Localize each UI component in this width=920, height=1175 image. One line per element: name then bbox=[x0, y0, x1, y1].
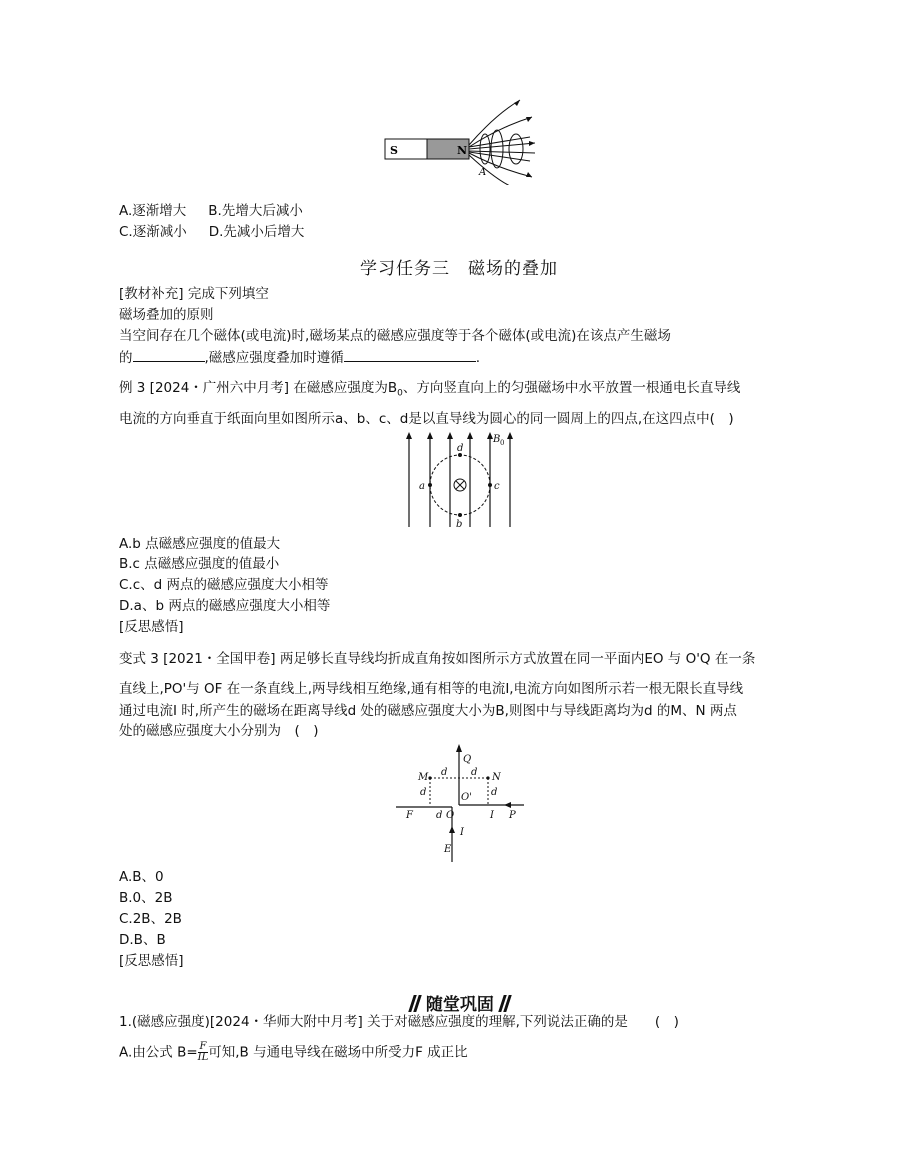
prev-option-b[interactable]: B.先增大后减小 bbox=[208, 203, 303, 219]
label-e: E bbox=[444, 844, 452, 855]
label-p: P bbox=[509, 810, 516, 821]
principle-text-cont: 的 ,磁感应强度叠加时遵循 . bbox=[119, 347, 480, 368]
point-b-label: b bbox=[456, 519, 463, 530]
variant3-option-c[interactable]: C.2B、2B bbox=[119, 911, 182, 927]
principle-heading: 磁场叠加的原则 bbox=[119, 307, 214, 323]
example3-option-c[interactable]: C.c、d 两点的磁感应强度大小相等 bbox=[119, 577, 329, 593]
fill-blank-2[interactable] bbox=[344, 347, 476, 362]
label-f: F bbox=[406, 810, 413, 821]
example3-option-a[interactable]: A.b 点磁感应强度的值最大 bbox=[119, 536, 281, 552]
variant3-reflect: [反思感悟] bbox=[119, 953, 184, 969]
magnet-s-label: S bbox=[390, 144, 398, 157]
fill-blank-1[interactable] bbox=[133, 347, 205, 362]
prev-option-d[interactable]: D.先减小后增大 bbox=[208, 224, 305, 240]
example3-line1: 例 3 [2024・广州六中月考] 在磁感应强度为$B_0$、方向竖直向上的匀强磁场中水平放置一根通电长直导线 bbox=[119, 380, 741, 399]
label-i-down: I bbox=[460, 827, 464, 838]
point-d-label: d bbox=[457, 443, 464, 454]
formula-fraction: $\frac{F}{IL}$ bbox=[197, 1041, 209, 1063]
svg-text:0: 0 bbox=[500, 439, 505, 447]
prev-options-row2 bbox=[119, 222, 304, 242]
svg-text:d: d bbox=[420, 787, 427, 798]
magnet-n-label: N bbox=[457, 144, 468, 157]
prev-options-row1 bbox=[119, 201, 303, 221]
label-i-right: I bbox=[490, 810, 494, 821]
point-a-label: a bbox=[419, 481, 425, 492]
variant3-line2: 直线上,PO'与 OF 在一条直线上,两导线相互绝缘,通有相等的电流I,电流方向如图所示若一根无限长直导线 bbox=[119, 681, 744, 697]
variant3-line1: 变式 3 [2021・全国甲卷] 两足够长直导线均折成直角按如图所示方式放置在同一平面内EO 与 O'Q 在一条 bbox=[119, 651, 756, 667]
variant3-line3: 通过电流I 时,所产生的磁场在距离导线d 处的磁感应强度大小为B,则图中与导线距离均为d 的M、N 两点 bbox=[119, 703, 737, 719]
point-c-label: c bbox=[494, 481, 500, 492]
field-b0-label: B bbox=[493, 434, 501, 445]
svg-text:d: d bbox=[441, 767, 448, 778]
section-title: 学习任务三 磁场的叠加 bbox=[360, 259, 558, 279]
prev-option-a[interactable]: A.逐渐增大 bbox=[119, 203, 187, 219]
variant3-option-d[interactable]: D.B、B bbox=[119, 932, 166, 948]
variant3-line4: 处的磁感应强度大小分别为 ( ) bbox=[119, 723, 319, 739]
example3-option-b[interactable]: B.c 点磁感应强度的值最小 bbox=[119, 556, 280, 572]
label-q: Q bbox=[463, 754, 472, 765]
label-m: M bbox=[418, 772, 429, 783]
magnet-a-label: A bbox=[479, 167, 487, 178]
label-o: O bbox=[446, 810, 455, 821]
example3-line2: 电流的方向垂直于纸面向里如图所示a、b、c、d是以直导线为圆心的同一圆周上的四点,在这四点中( ) bbox=[119, 411, 734, 427]
label-n: N bbox=[492, 772, 501, 783]
question1-option-a[interactable]: A.由公式 B= $\frac{F}{IL}$ 可知,B 与通电导线在磁场中所受力F 成正比 bbox=[119, 1041, 468, 1063]
example3-option-d[interactable]: D.a、b 两点的磁感应强度大小相等 bbox=[119, 598, 331, 614]
label-o-prime: O' bbox=[461, 792, 472, 803]
magnet-figure bbox=[380, 95, 540, 185]
example3-reflect: [反思感悟] bbox=[119, 619, 184, 635]
consolidate-banner: 随堂巩固 bbox=[410, 990, 510, 1015]
svg-text:d: d bbox=[471, 767, 478, 778]
svg-text:d: d bbox=[436, 810, 443, 821]
wires-figure bbox=[392, 742, 527, 864]
variant3-option-b[interactable]: B.0、2B bbox=[119, 890, 173, 906]
svg-text:d: d bbox=[491, 787, 498, 798]
question1-stem: 1.(磁感应强度)[2024・华师大附中月考] 关于对磁感应强度的理解,下列说法正确的是 ( ) bbox=[119, 1014, 679, 1030]
variant3-option-a[interactable]: A.B、0 bbox=[119, 869, 164, 885]
supplement-label: [教材补充] 完成下列填空 bbox=[119, 286, 269, 302]
principle-text: 当空间存在几个磁体(或电流)时,磁场某点的磁感应强度等于各个磁体(或电流)在该点产生磁场 bbox=[119, 328, 671, 344]
wire-field-figure bbox=[400, 430, 525, 530]
prev-option-c[interactable]: C.逐渐减小 bbox=[119, 224, 187, 240]
